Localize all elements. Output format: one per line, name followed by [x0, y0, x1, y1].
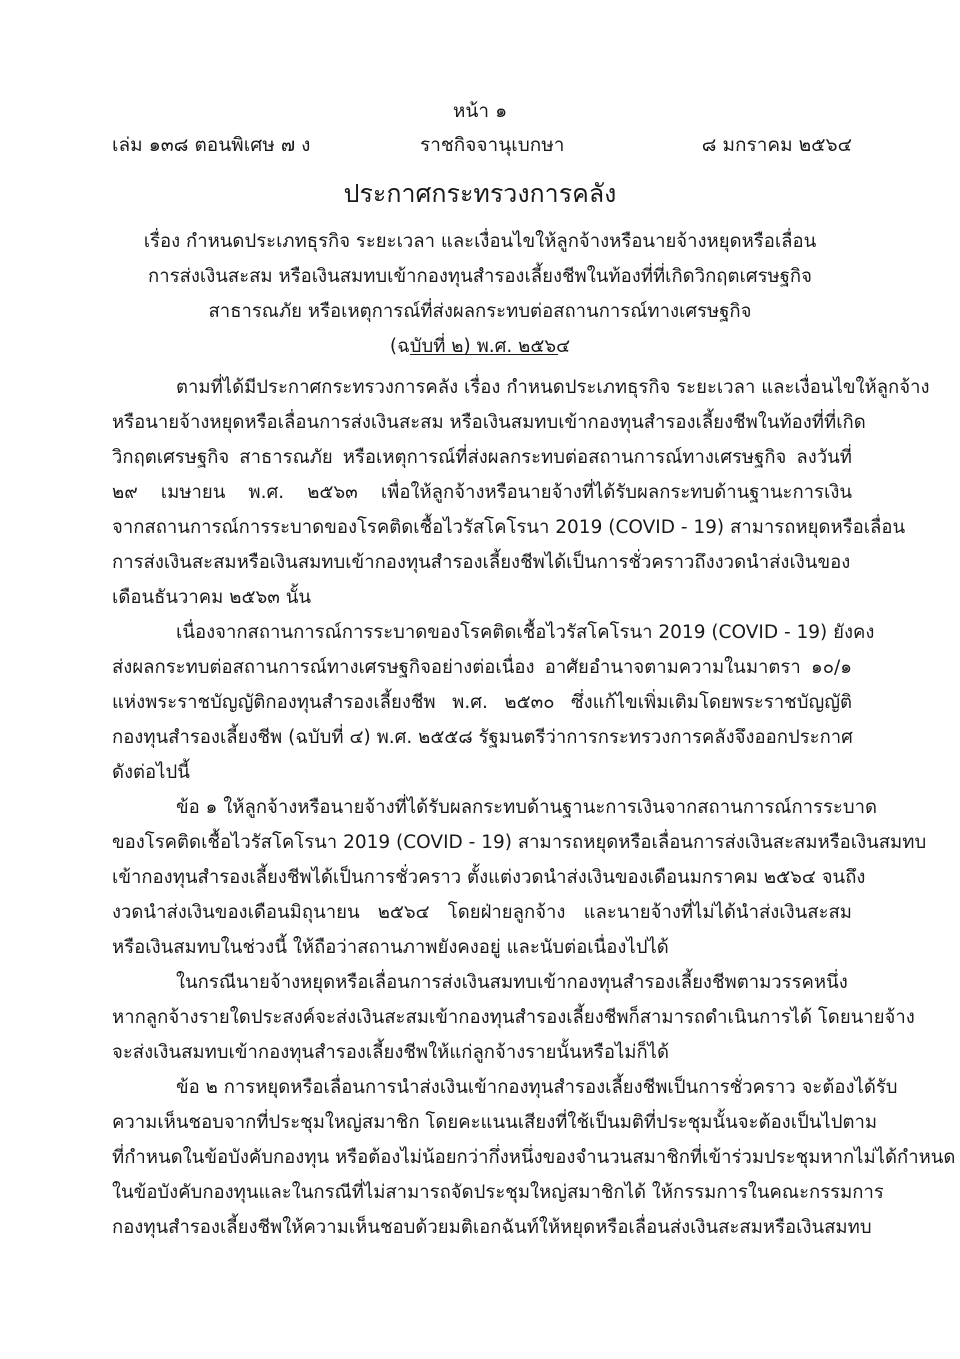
text-line: จะส่งเงินสมทบเข้ากองทุนสำรองเลี้ยงชีพให้แก่ลูกจ้างรายนั้นหรือไม่ก็ได้: [112, 1042, 669, 1063]
text-line: ๒๙ เมษายน พ.ศ. ๒๕๖๓ เพื่อให้ลูกจ้างหรือนายจ้างที่ได้รับผลกระทบด้านฐานะการเงิน: [112, 482, 852, 503]
text-line: ส่งผลกระทบต่อสถานการณ์ทางเศรษฐกิจอย่างต่อเนื่อง อาศัยอำนาจตามความในมาตรา ๑๐/๑: [112, 657, 852, 678]
text-line: การส่งเงินสะสมหรือเงินสมทบเข้ากองทุนสำรองเลี้ยงชีพได้เป็นการชั่วคราวถึงงวดนำส่งเงินของ: [112, 552, 851, 573]
text-line: แห่งพระราชบัญญัติกองทุนสำรองเลี้ยงชีพ พ.ศ. ๒๕๓๐ ซึ่งแก้ไขเพิ่มเติมโดยพระราชบัญญัติ: [112, 692, 852, 713]
publication-date: ๘ มกราคม ๒๕๖๔: [701, 134, 852, 156]
text-line: เนื่องจากสถานการณ์การระบาดของโรคติดเชื้อไวรัสโคโรนา 2019 (COVID - 19) ยังคง: [176, 622, 875, 643]
text-line: ข้อ ๒ การหยุดหรือเลื่อนการนำส่งเงินเข้ากองทุนสำรองเลี้ยงชีพเป็นการชั่วคราว จะต้องได้รับ: [176, 1077, 898, 1098]
text-line: ดังต่อไปนี้: [112, 762, 190, 783]
text-line: ความเห็นชอบจากที่ประชุมใหญ่สมาชิก โดยคะแนนเสียงที่ใช้เป็นมติที่ประชุมนั้นจะต้องเป็นไปตาม: [112, 1112, 878, 1133]
paragraph: [112, 1070, 956, 1245]
text-line: เดือนธันวาคม ๒๕๖๓ นั้น: [112, 587, 312, 608]
document-body: [112, 370, 956, 1245]
text-line: ในข้อบังคับกองทุนและในกรณีที่ไม่สามารถจัดประชุมใหญ่สมาชิกได้ ให้กรรมการในคณะกรรมการ: [112, 1182, 884, 1203]
text-line: กองทุนสำรองเลี้ยงชีพให้ความเห็นชอบด้วยมติเอกฉันท์ให้หยุดหรือเลื่อนส่งเงินสะสมหรือเงินสมทบ: [112, 1217, 872, 1238]
subject-line: เรื่อง กำหนดประเภทธุรกิจ ระยะเวลา และเงื่อนไขให้ลูกจ้างหรือนายจ้างหยุดหรือเลื่อน: [143, 231, 817, 252]
text-line: หากลูกจ้างรายใดประสงค์จะส่งเงินสะสมเข้ากองทุนสำรองเลี้ยงชีพก็สามารถดำเนินการได้ โดยนายจ้าง: [112, 1007, 915, 1028]
paragraph: [112, 965, 915, 1070]
text-line: วิกฤตเศรษฐกิจ สาธารณภัย หรือเหตุการณ์ที่ส่งผลกระทบต่อสถานการณ์ทางเศรษฐกิจ ลงวันที่: [112, 447, 852, 468]
title-divider: [410, 354, 558, 355]
text-line: กองทุนสำรองเลี้ยงชีพ (ฉบับที่ ๔) พ.ศ. ๒๕๕๘ รัฐมนตรีว่าการกระทรวงการคลังจึงออกประกาศ: [112, 727, 853, 748]
text-line: หรือเงินสมทบในช่วงนี้ ให้ถือว่าสถานภาพยังคงอยู่ และนับต่อเนื่องไปได้: [112, 937, 669, 958]
text-line: ของโรคติดเชื้อไวรัสโคโรนา 2019 (COVID - 19) สามารถหยุดหรือเลื่อนการส่งเงินสะสมหรือเงินสมทบ: [112, 832, 927, 853]
text-line: ข้อ ๑ ให้ลูกจ้างหรือนายจ้างที่ได้รับผลกระทบด้านฐานะการเงินจากสถานการณ์การระบาด: [176, 797, 877, 818]
text-line: เข้ากองทุนสำรองเลี้ยงชีพได้เป็นการชั่วคราว ตั้งแต่งวดนำส่งเงินของเดือนมกราคม ๒๕๖๔ จนถึง: [112, 867, 866, 888]
paragraph: [112, 615, 875, 790]
gazette-header: [112, 130, 852, 158]
subject-line: สาธารณภัย หรือเหตุการณ์ที่ส่งผลกระทบต่อสถานการณ์ทางเศรษฐกิจ: [208, 301, 752, 322]
subject-line: การส่งเงินสะสม หรือเงินสมทบเข้ากองทุนสำรองเลี้ยงชีพในท้องที่ที่เกิดวิกฤตเศรษฐกิจ: [148, 266, 812, 287]
text-line: หรือนายจ้างหยุดหรือเลื่อนการส่งเงินสะสม หรือเงินสมทบเข้ากองทุนสำรองเลี้ยงชีพในท้องที่ที่เกิด: [112, 412, 866, 433]
text-line: ที่กำหนดในข้อบังคับกองทุน หรือต้องไม่น้อยกว่ากึ่งหนึ่งของจำนวนสมาชิกที่เข้าร่วมประชุมหากไม่ได้กำหนด: [112, 1147, 956, 1168]
gazette-name: ราชกิจจานุเบกษา: [420, 134, 565, 156]
text-line: จากสถานการณ์การระบาดของโรคติดเชื้อไวรัสโคโรนา 2019 (COVID - 19) สามารถหยุดหรือเลื่อน: [112, 517, 906, 538]
page-number: หน้า ๑: [452, 100, 508, 122]
document-title: ประกาศกระทรวงการคลัง: [343, 179, 617, 208]
paragraph: [112, 790, 927, 965]
volume-info: เล่ม ๑๓๘ ตอนพิเศษ ๗ ง: [112, 134, 311, 156]
paragraph: [112, 370, 930, 615]
subject-block: [0, 224, 960, 364]
text-line: งวดนำส่งเงินของเดือนมิถุนายน ๒๕๖๔ โดยฝ่ายลูกจ้าง และนายจ้างที่ไม่ได้นำส่งเงินสะสม: [112, 902, 852, 923]
text-line: ในกรณีนายจ้างหยุดหรือเลื่อนการส่งเงินสมทบเข้ากองทุนสำรองเลี้ยงชีพตามวรรคหนึ่ง: [176, 972, 848, 993]
text-line: ตามที่ได้มีประกาศกระทรวงการคลัง เรื่อง กำหนดประเภทธุรกิจ ระยะเวลา และเงื่อนไขให้ลูกจ้าง: [176, 377, 930, 398]
subject-line: (ฉบับที่ ๒) พ.ศ. ๒๕๖๔: [389, 336, 571, 357]
